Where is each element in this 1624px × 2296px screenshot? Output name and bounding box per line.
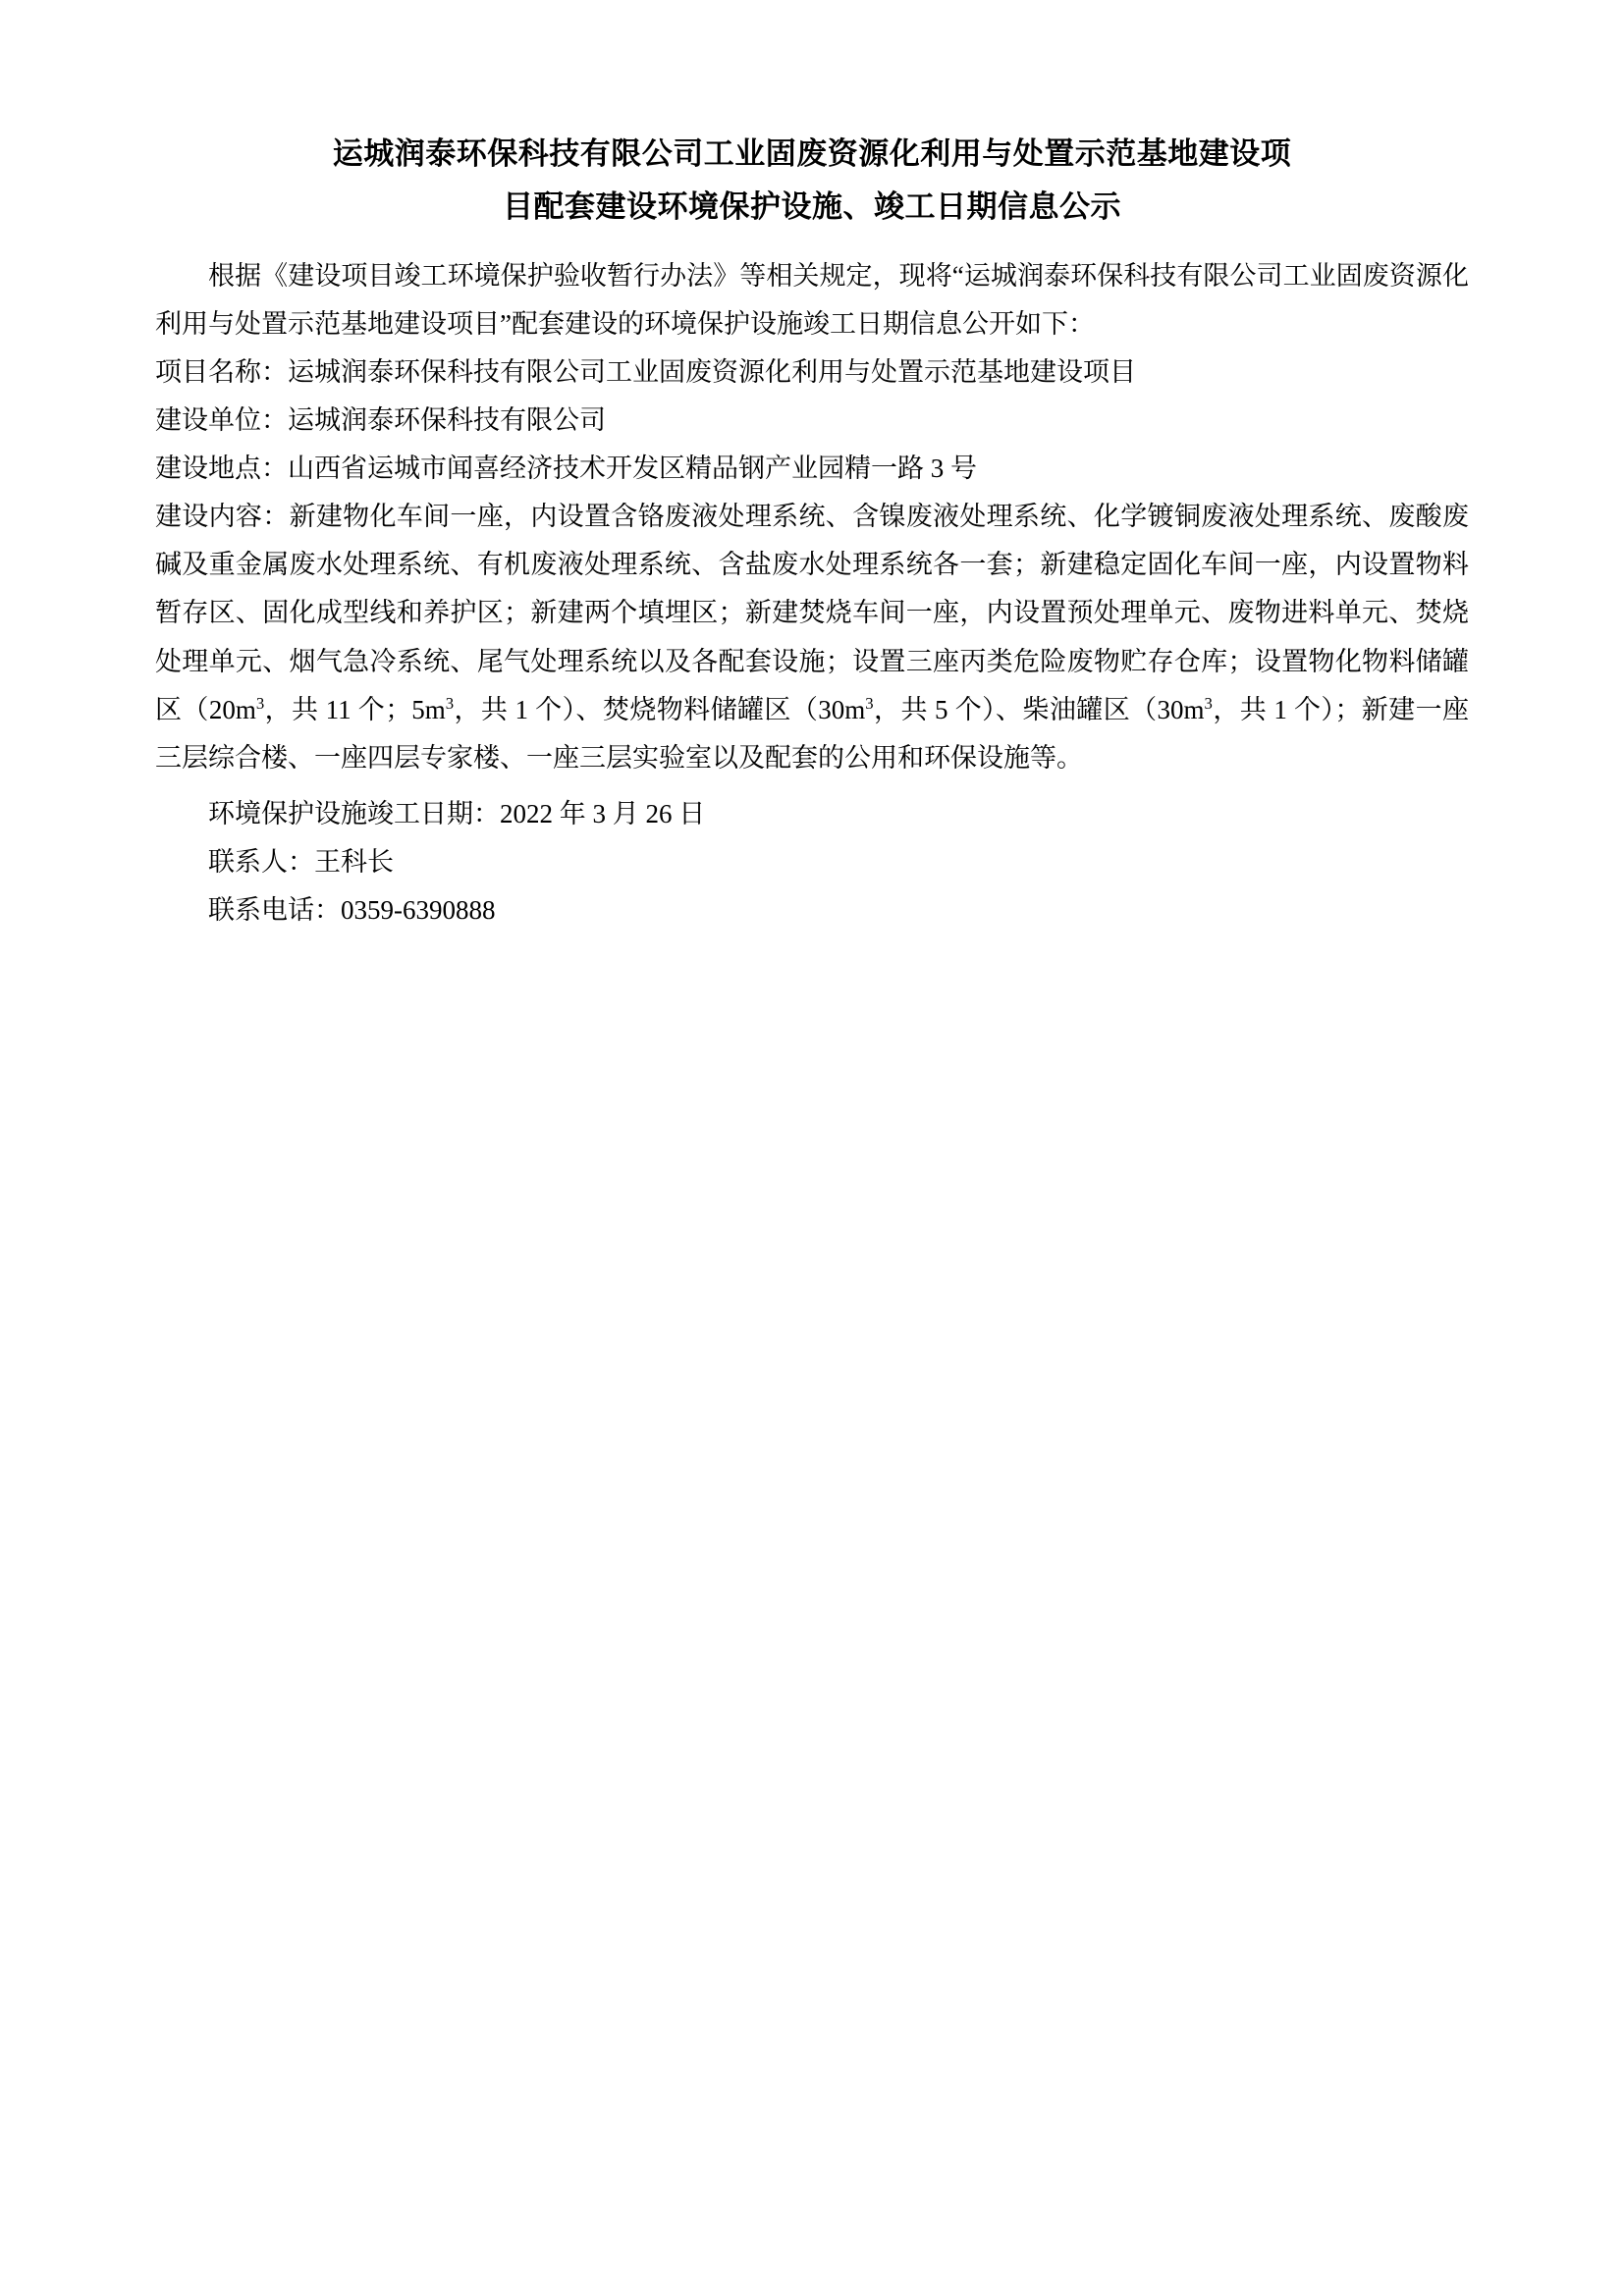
completion-date-line: 环境保护设施竣工日期：2022 年 3 月 26 日 [208, 798, 706, 828]
field-construction-content [155, 493, 1469, 782]
page-title-line-1: 运城润泰环保科技有限公司工业固废资源化利用与处置示范基地建设项 [332, 136, 1292, 171]
contact-phone-line: 联系电话：0359-6390888 [208, 895, 496, 926]
superscript-cubic-4: 3 [1204, 693, 1213, 713]
superscript-cubic-1: 3 [255, 693, 265, 713]
field-construction-site-label: 建设地点： [155, 454, 288, 483]
field-construction-site [155, 445, 1469, 493]
field-construction-unit-value: 运城润泰环保科技有限公司 [288, 404, 606, 435]
construction-content-part-2: ，共 11 个；5m [264, 694, 446, 724]
page-title [155, 128, 1469, 235]
field-project-name [155, 348, 1469, 397]
construction-content-part-1: 新建物化车间一座，内设置含铬废液处理系统、含镍废液处理系统、化学镀铜废液处理系统、废酸废碱及重金属废水处理系统、有机废液处理系统、含盐废水处理系统各一套；新建稳定固化车间一座，内设置物料暂存区、固化成型线和养护区；新建两个填埋区；新建焚烧车间一座，内设置预处理单元、废物进料单元、焚烧处理单元、烟气急冷系统、尾气处理系统以及各配套设施；设置三座丙类危险废物贮存仓库；设置物化物料储罐区（20m [155, 502, 1469, 724]
page-title-line-2: 目配套建设环境保护设施、竣工日期信息公示 [503, 189, 1121, 225]
superscript-cubic-2: 3 [445, 693, 455, 713]
superscript-cubic-3: 3 [865, 693, 874, 713]
field-construction-unit-label: 建设单位： [155, 404, 288, 435]
field-construction-site-value: 山西省运城市闻喜经济技术开发区精品钢产业园精一路 3 号 [288, 454, 977, 483]
field-construction-unit [155, 397, 1469, 445]
construction-content-part-3: ，共 1 个）、焚烧物料储罐区（30m [454, 694, 866, 724]
contact-person-line: 联系人：王科长 [208, 847, 394, 877]
field-project-name-value: 运城润泰环保科技有限公司工业固废资源化利用与处置示范基地建设项目 [288, 356, 1136, 387]
field-project-name-label: 项目名称： [155, 356, 288, 387]
construction-content-part-5: ，共 1 个）；新建一座三层综合楼、一座四层专家楼、一座三层实验室以及配套的公用和环保设施等。 [155, 694, 1469, 773]
field-construction-content-label: 建设内容： [155, 502, 290, 532]
intro-paragraph: 根据《建设项目竣工环境保护验收暂行办法》等相关规定，现将“运城润泰环保科技有限公司工业固废资源化利用与处置示范基地建设项目”配套建设的环境保护设施竣工日期信息公开如下： [155, 260, 1469, 339]
construction-content-part-4: ，共 5 个）、柴油罐区（30m [873, 694, 1205, 724]
